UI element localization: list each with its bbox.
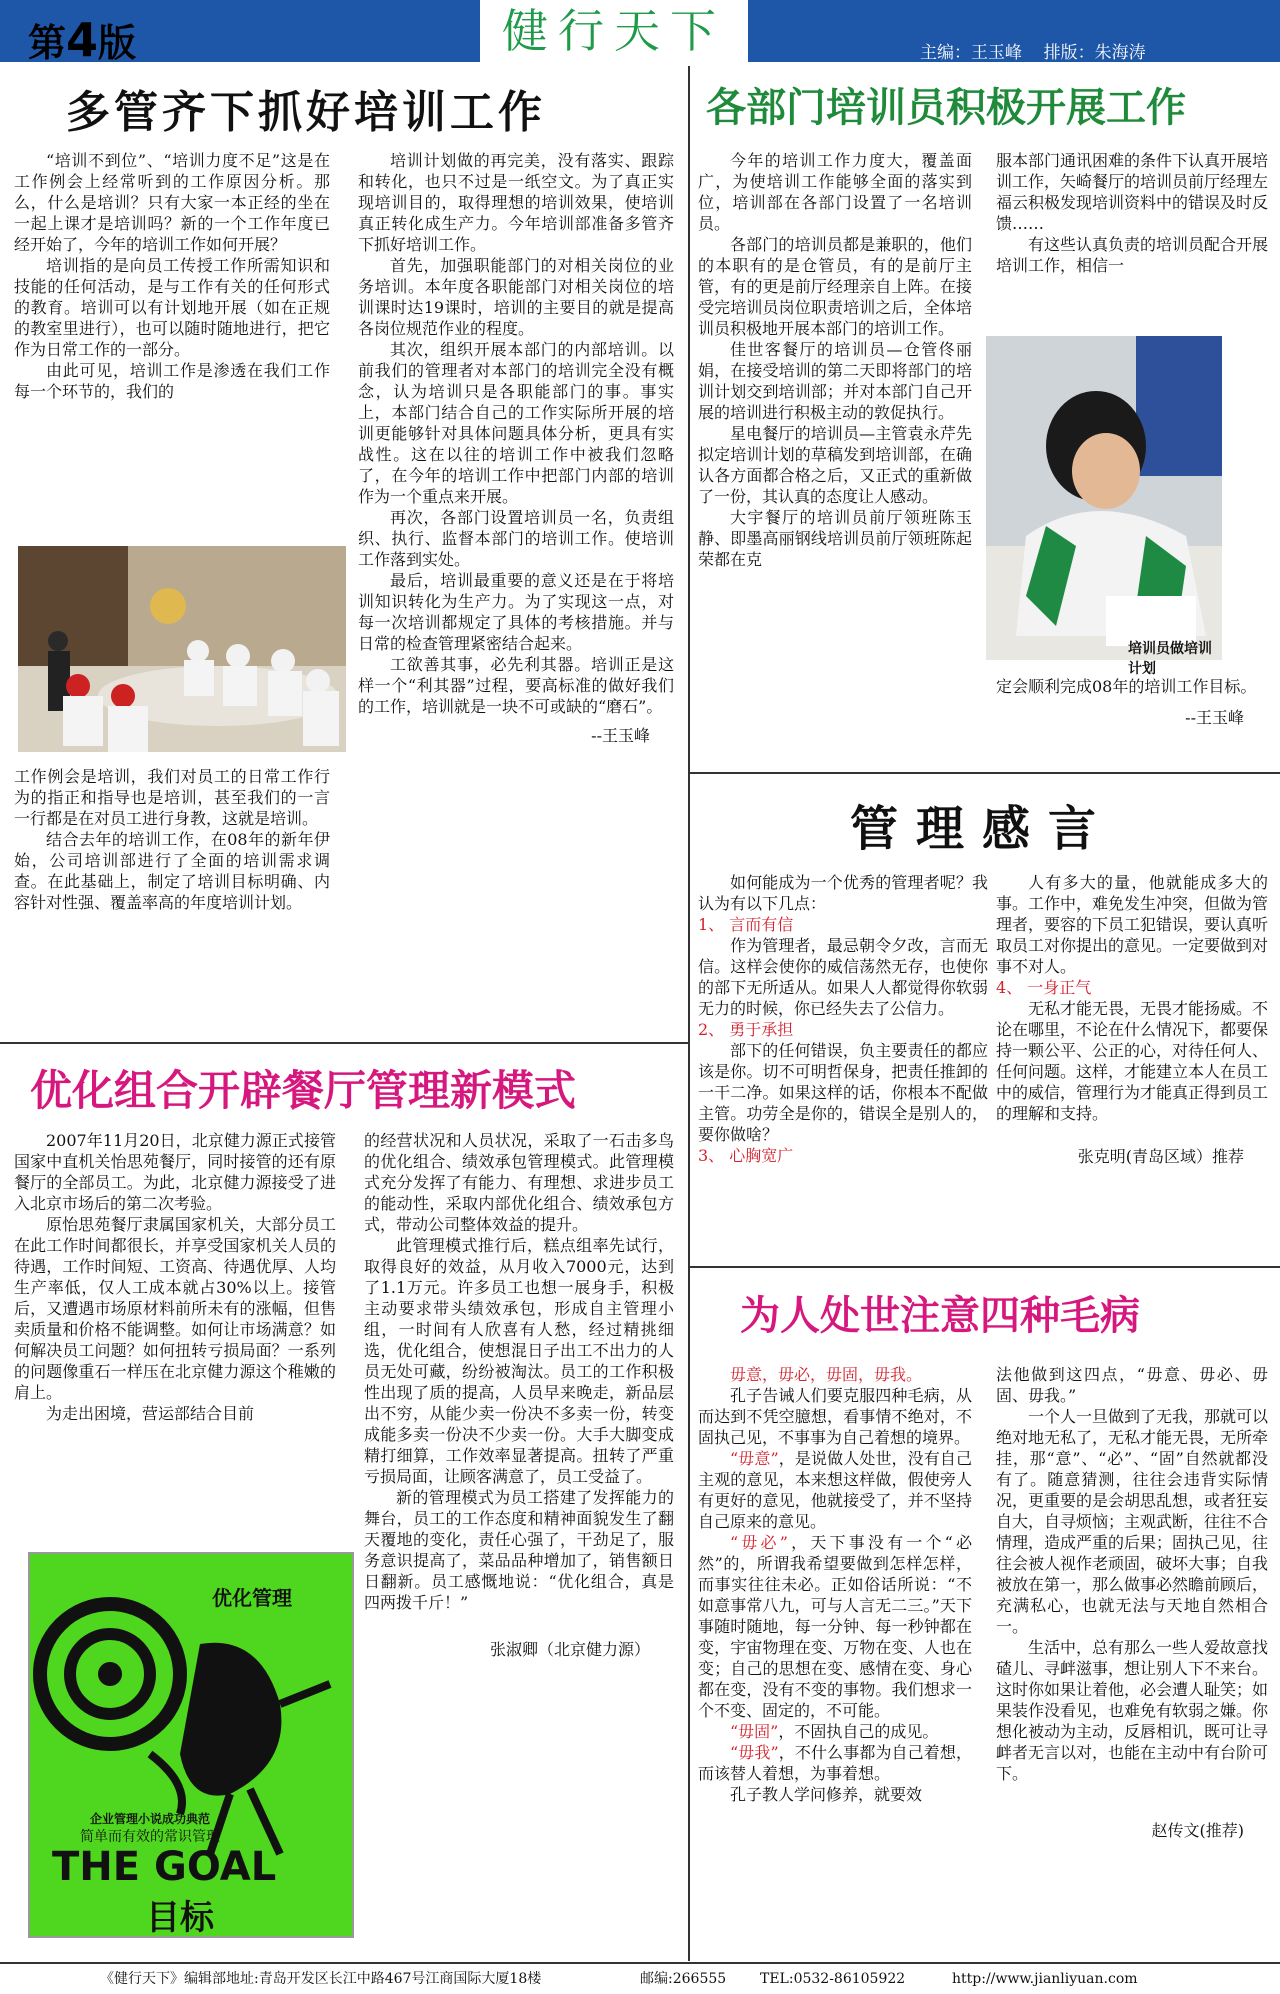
article4-col1: 2007年11月20日，北京健力源正式接管国家中直机关怡思苑餐厅，同时接管的还有原餐厅的全部员工。为此，北京健力源接受了进入北京市场后的第二次考验。 原怡思苑餐厅隶属国家机关，大部分员工在此工作时间都很长，并享受国家机关人员的待遇，工作时间短、工资高、待遇优厚、人均生产率低，仅人工成本就占30%以上。接管后，又遭遇市场原材料前所未有的涨幅，但售卖质量和价格不能调整。如何让市场满意？如何解决员工问题？如何扭转亏损局面？一系列的问题像重石一样压在北京健力源这个稚嫩的肩上。 为走出困境，营运部结合目前 (14, 1131, 336, 1423)
footer-postcode: 邮编:266555 (640, 1971, 727, 1987)
article3-col2: 人有多大的量，他就能成多大的事。工作中，难免发生冲突，但做为管理者，要容的下员工犯错误，要认真听取员工对你提出的意见。一定要做到对事不对人。 4、 一身正气 无私才能无畏，无畏才能扬威。不论在哪里，不论在什么情况下，都要保持一颗公平、公正的心，对待任何人、任何问题。这样，才能建立本人在员工中的威信，管理行为才能真正得到员工的理解和支持。 张克明(青岛区域）推荐 (996, 873, 1269, 1166)
article2-signature: --王玉峰 (1185, 708, 1244, 727)
footer-address: 《健行天下》编辑部地址:青岛开发区长江中路467号江商国际大厦18楼 (100, 1971, 542, 1987)
keyword-wu-bi: “毋必” (730, 1533, 788, 1552)
credits: 主编：王玉峰 排版：朱海涛 (920, 43, 1146, 63)
trainer-photo (986, 336, 1222, 677)
right-section-divider-1 (688, 772, 1280, 774)
keyword-wu-yi: “毋意” (730, 1449, 779, 1468)
article4-title: 优化组合开辟餐厅管理新模式 (30, 1066, 577, 1115)
book-cover-the-goal (28, 1552, 354, 1938)
article3-title: 管理感言 (850, 801, 1115, 857)
article5-lead: 毋意，毋必，毋固，毋我。 (730, 1365, 923, 1384)
article2-col1: 今年的培训工作力度大，覆盖面广，为使培训工作能够全面的落实到位，培训部在各部门设置了一名培训员。 各部门的培训员都是兼职的，他们的本职有的是仓管员，有的是前厅主管，有的更是前厅经理亲自上阵。在接受完培训员岗位职责培训之后，全体培训员积极地开展本部门的培训工作。 佳世客餐厅的培训员—仓管佟丽娟，在接受培训的第二天即将部门的培训计划交到培训部；并对本部门自己开展的培训进行积极主动的敦促执行。 星电餐厅的培训员—主管袁永芹先拟定培训计划的草稿发到培训部，在确认各方面都合格之后，又正式的重新做了一份，其认真的态度让人感动。 大宇餐厅的培训员前厅领班陈玉静、即墨高丽钢线培训员前厅领班陈起荣都在克 (698, 151, 972, 569)
article1-col2: 培训计划做的再完美，没有落实、跟踪和转化，也只不过是一纸空文。为了真正实现培训目的，取得理想的培训效果，使培训真正转化成生产力。今年培训部准备多管齐下抓好培训工作。 首先，加强职能部门的对相关岗位的业务培训。本年度各职能部门对相关岗位的培训课时达19课时，培训的主要目的就是提高各岗位规范作业的程度。 其次，组织开展本部门的内部培训。以前我们的管理者对本部门的培训完全没有概念，认为培训只是各职能部门的事。事实上，本部门结合自己的工作实际所开展的培训更能够针对具体问题具体分析，更具有实战性。这在以往的培训工作中被我们忽略了，在今年的培训工作中把部门内部的培训作为一个重点来开展。 再次，各部门设置培训员一名，负责组织、执行、监督本部门的培训工作。使培训工作落到实处。 最后，培训最重要的意义还是在于将培训知识转化为生产力。为了实现这一点，对每一次培训都规定了具体的考核措施。并与日常的检查管理紧密结合起来。 工欲善其事，必先利其器。培训正是这样一个“利其器”过程，要高标准的做好我们的工作，培训就是一块不可或缺的“磨石”。 --王玉峰 (358, 151, 674, 745)
footer-tel: TEL:0532-86105922 (760, 1971, 906, 1987)
book-cn-title: 目标 (146, 1898, 214, 1938)
article3-point1-heading: 1、 言而有信 (698, 915, 794, 934)
article1-col1-top: “培训不到位”、“培训力度不足”这是在工作例会上经常听到的工作原因分析。那么，什么是培训？只有大家一本正经的坐在一起上课才是培训吗？新的一个工作年度已经开始了，今年的培训工作如何开展？ 培训指的是向员工传授工作所需知识和技能的任何活动，是与工作有关的任何形式的教育。培训可以有计划地开展（如在正规的教室里进行），也可以随时随地进行，把它作为日常工作的一部分。 由此可见，培训工作是渗透在我们工作每一个环节的，我们的 (14, 151, 330, 401)
article3-col1: 如何能成为一个优秀的管理者呢？我认为有以下几点： 1、 言而有信 作为管理者，最忌朝令夕改，言而无信。这样会使你的威信荡然无存，也使你的部下无所适从。如果人人都觉得你软弱无力的时候，你已经失去了公信力。 2、 勇于承担 部下的任何错误，负主要责任的都应该是你。切不可明哲保身，把责任推卸的一干二净。如果这样的话，你根本不配做主管。功劳全是你的，错误全是别人的，要你做啥？ 3、 心胸宽广 (698, 873, 988, 1165)
article3-point2-heading: 2、 勇于承担 (698, 1020, 794, 1039)
article3-point3-heading: 3、 心胸宽广 (698, 1146, 794, 1165)
article4-signature: 张淑卿（北京健力源） (489, 1640, 650, 1659)
book-series: 企业管理小说成功典范 (90, 1812, 211, 1826)
article5-title: 为人处世注意四种毛病 (740, 1293, 1140, 1339)
left-section-divider (0, 1042, 688, 1044)
book-en-title: THE GOAL (52, 1844, 277, 1890)
page-header (0, 0, 1280, 67)
right-section-divider-2 (688, 1266, 1280, 1268)
article3-point4-heading: 4、 一身正气 (996, 978, 1092, 997)
trainer-photo-caption: 培训员做培训计划 (1128, 641, 1212, 677)
article4-col2: 的经营状况和人员状况，采取了一石击多鸟的优化组合、绩效承包管理模式。此管理模式充分发挥了有能力、有理想、求进步员工的能动性，采取内部优化组合、绩效承包方式，带动公司整体效益的提升。 此管理模式推行后，糕点组率先试行，取得良好的效益，从月收入7000元，达到了1.1万元。许多员工也想一展身手，积极主动要求带头绩效承包，形成自主管理小组，一时间有人欣喜有人愁，经过精挑细选，优化组合，使想混日子出工不出力的人员无处可藏，纷纷被淘汰。员工的工作积极性出现了质的提高，人员早来晚走，新品层出不穷，从能少卖一份决不多卖一份，转变成能多卖一份决不少卖一份。大手大脚变成精打细算，工作效率显著提高。扭转了严重亏损局面，让顾客满意了，员工受益了。 新的管理模式为员工搭建了发挥能力的舞台，员工的工作态度和精神面貌发生了翻天覆地的变化，责任心强了，干劲足了，服务意识提高了，菜品品种增加了，销售额日日翻新。员工感慨地说：“优化组合，真是四两拨千斤！” 张淑卿（北京健力源） (364, 1131, 674, 1659)
article1-col1-bottom: 工作例会是培训，我们对员工的日常工作行为的指正和指导也是培训，甚至我们的一言一行都是在对员工进行身教，这就是培训。 结合去年的培训工作，在08年的新年伊始，公司培训部进行了全面的培训需求调查。在此基础上，制定了培训目标明确、内容针对性强、覆盖率高的年度培训计划。 (14, 767, 330, 912)
masthead: 健行天下 (478, 0, 750, 62)
training-classroom-photo (18, 546, 346, 752)
book-subtitle: 简单而有效的常识管理 (80, 1829, 220, 1845)
footer-website: http://www.jianliyuan.com (952, 1971, 1138, 1987)
book-small-title: 优化管理 (212, 1586, 292, 1610)
article2-title: 各部门培训员积极开展工作 (706, 85, 1186, 131)
article5-signature: 赵传文(推荐) (1151, 1821, 1244, 1840)
edition-label: 第4版 (28, 13, 137, 67)
article3-signature: 张克明(青岛区域）推荐 (1077, 1147, 1244, 1166)
keyword-wu-gu: “毋固” (730, 1722, 779, 1741)
article5-col2: 法他做到这四点，“毋意、毋必、毋固、毋我。” 一个人一旦做到了无我，那就可以绝对地无私了，无私才能无畏，无所牵挂，那“意”、“必”、“固”自然就都没有了。随意猜测，往往会违背实际情况，更重要的是会胡思乱想，或者狂妄自大，自寻烦恼；主观武断，往往不合情理，造成严重的后果；固执己见，往往会被人视作老顽固，破坏大事；自我被放在第一，那么做事必然瞻前顾后，充满私心，也就无法与天地自然相合一。 生活中，总有那么一些人爱故意找碴儿、寻衅滋事，想让别人下不来台。这时你如果让着他，必会遭人耻笑；如果装作没看见，也难免有软弱之嫌。你想化被动为主动，反唇相讥，既可让寻衅者无言以对，也能在主动中有台阶可下。 赵传文(推荐) (996, 1365, 1269, 1840)
page-footer (0, 1962, 1280, 1994)
article2-col2-top: 服本部门通讯困难的条件下认真开展培训工作，矢崎餐厅的培训员前厅经理左福云积极发现培训资料中的错误及时反馈…… 有这些认真负责的培训员配合开展培训工作，相信一 (996, 151, 1269, 275)
article1-title: 多管齐下抓好培训工作 (66, 87, 546, 138)
article1-signature: --王玉峰 (591, 726, 650, 745)
article5-col1: 毋意，毋必，毋固，毋我。 孔子告诫人们要克服四种毛病，从而达到不凭空臆想，看事情不绝对，不固执己见，不事事为自己着想的境界。 “毋意”，是说做人处世，没有自己主观的意见，本来想这样做，假使旁人有更好的意见，他就接受了，并不坚持自己原来的意见。 “毋必”，天下事没有一个“必然”的，所谓我希望要做到怎样怎样，而事实往往未必。正如俗话所说：“不如意事常八九，可与人言无二三。”天下事随时随地，每一分钟、每一秒钟都在变，宇宙物理在变、万物在变、人也在变；自己的思想在变、感情在变、身心都在变，没有不变的事物。我们想求一个不变、固定的，不可能。 “毋固”，不固执自己的成见。 “毋我”，不什么事都为自己着想，而该替人着想，为事着想。 孔子教人学问修养，就要效 (698, 1365, 972, 1804)
keyword-wu-wo: “毋我” (730, 1743, 779, 1762)
article2-col2-bottom: 定会顺利完成08年的培训工作目标。 --王玉峰 (996, 676, 1268, 766)
main-column-divider (688, 66, 690, 1961)
